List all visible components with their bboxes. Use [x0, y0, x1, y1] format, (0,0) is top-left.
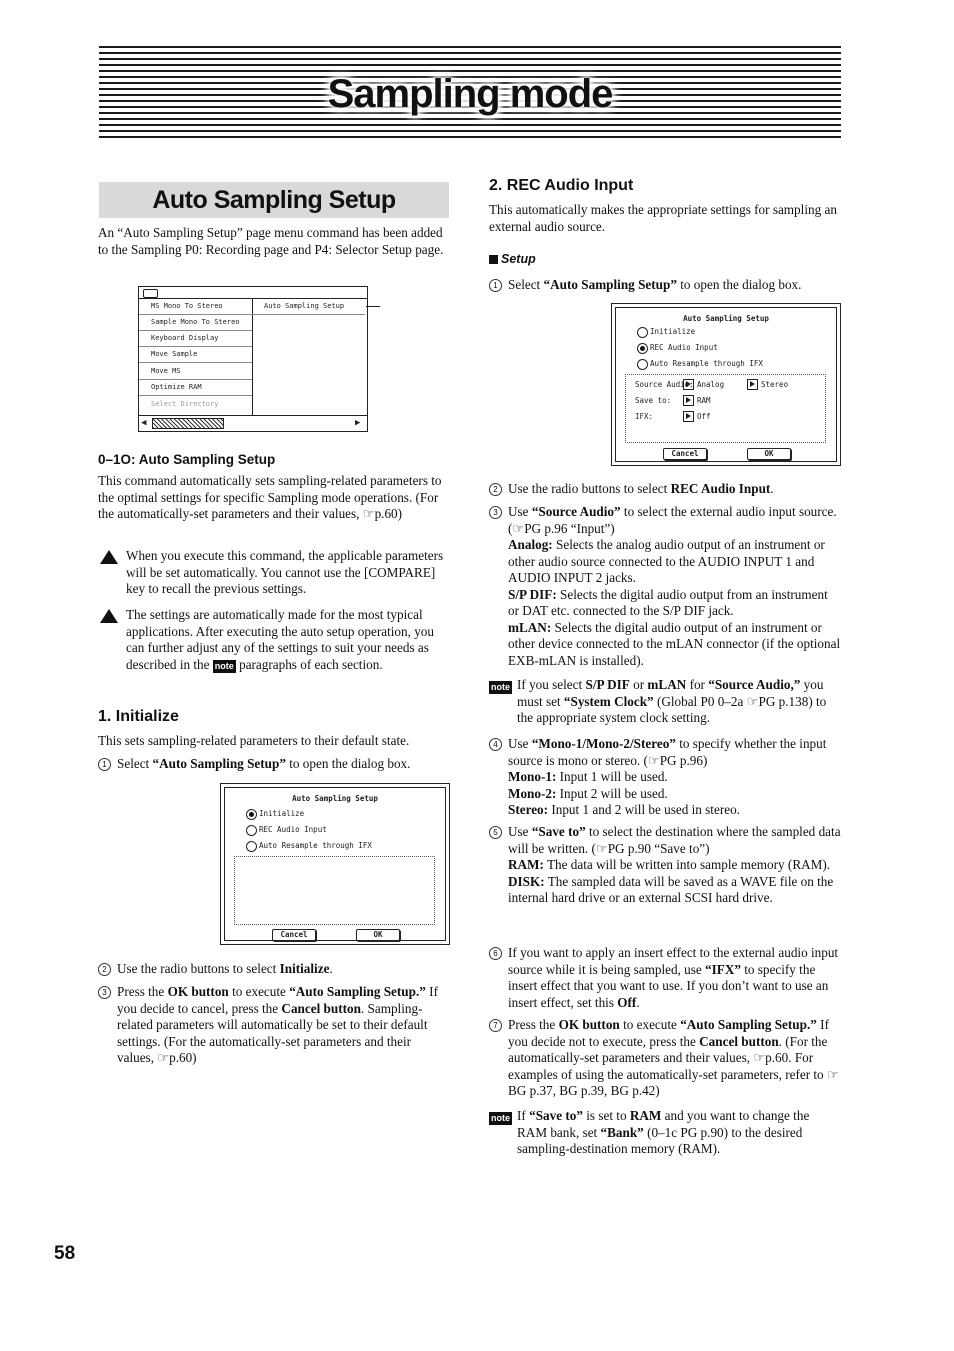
- right-step-5: 5 Use “Save to” to select the destination where the sampled data will be written. (☞PG p.90 “Save to”) RAM: The data will be written into sample memory (RAM). DISK: The sampled data will be saved as a WAVE file on the internal hard drive or an external SCSI hard drive.: [489, 824, 845, 907]
- menu-item-disabled: Select Directory: [151, 400, 219, 408]
- note-system-clock: note If you select S/P DIF or mLAN for “Source Audio,” you must set “System Clock” (Global P0 0–2a ☞PG p.138) to the appropriate system clock setting.: [491, 677, 827, 725]
- ok-button[interactable]: OK: [747, 448, 791, 460]
- ifx-value: Off: [697, 412, 711, 421]
- radio-rec-audio-input[interactable]: [637, 343, 648, 354]
- radio-label: Auto Resample through IFX: [650, 359, 763, 368]
- radio-label: REC Audio Input: [650, 343, 718, 352]
- step-2: 2 Use the radio buttons to select Initialize.: [98, 961, 450, 978]
- scrollbar[interactable]: [139, 415, 367, 431]
- warning-text-1: When you execute this command, the applicable parameters will be set automatically. You cannot use the [COMPARE] key to recall the previous settings.: [126, 548, 444, 596]
- initialize-heading: 1. Initialize: [98, 708, 179, 725]
- radio-label: REC Audio Input: [259, 825, 327, 834]
- ifx-label: IFX:: [635, 412, 654, 421]
- arrow-right-icon[interactable]: ▶: [355, 418, 361, 428]
- popup-arrow-icon[interactable]: [683, 411, 694, 422]
- radio-label: Initialize: [650, 327, 696, 336]
- folder-icon: [143, 289, 158, 298]
- warning-icon: [100, 550, 118, 564]
- arrow-left-icon[interactable]: ◀: [141, 418, 147, 428]
- menu-item[interactable]: Optimize RAM: [139, 380, 252, 396]
- radio-auto-resample[interactable]: [637, 359, 648, 370]
- setup-subheading: Setup: [489, 252, 536, 266]
- menu-item[interactable]: Keyboard Display: [139, 331, 252, 347]
- menu-item[interactable]: Move MS: [139, 364, 252, 380]
- step-3: 3 Press the OK button to execute “Auto Sampling Setup.” If you decide to cancel, press the Cancel button. Sampling-related parameters will automatically be set to their default settings. (For the automatically-set parameters and their values, ☞p.60): [98, 984, 450, 1067]
- mono-stereo-value: Stereo: [761, 380, 789, 389]
- right-step-3: 3 Use “Source Audio” to select the external audio input source. (☞PG p.96 “Input”) Analog: Selects the analog audio output of an instrument or other audio source connected to the AUDIO INPUT 1 and AUDIO INPUT 2 jacks. S/P DIF: Selects the digital audio output from an instrument or DAT etc. connected to the S/P DIF jack. mLAN: Selects the digital audio output of an instrument or other device connected to the mLAN connector (if the optional EXB-mLAN is installed).: [489, 504, 841, 669]
- step-1: 1 Select “Auto Sampling Setup” to open the dialog box.: [98, 756, 450, 773]
- source-audio-label: Source Audio:: [635, 380, 694, 389]
- page-number: 58: [54, 1243, 76, 1264]
- page-menu-screenshot: [138, 286, 368, 432]
- callout-line: [366, 306, 380, 307]
- warning-icon: [100, 609, 118, 623]
- right-step-7: 7 Press the OK button to execute “Auto Sampling Setup.” If you decide not to execute, press the Cancel button. (For the automatically-set parameters and their values, ☞p.60. For examples of using the automatically-set parameters, refer to ☞BG p.37, BG p.39, BG p.42): [489, 1017, 841, 1100]
- popup-arrow-icon[interactable]: [683, 395, 694, 406]
- rec-audio-heading: 2. REC Audio Input: [489, 177, 634, 194]
- warning-text-2: The settings are automatically made for the most typical applications. After executing the auto setup operation, you can further adjust any of the settings to suit your needs as described in the note paragraphs of each section.: [126, 607, 434, 672]
- command-text: This command automatically sets sampling-related parameters to the optimal settings for specific Sampling mode operations. (For the automatically-set parameters and their values, ☞p.60): [98, 473, 442, 521]
- radio-label: Initialize: [259, 809, 305, 818]
- section-title: Auto Sampling Setup: [152, 186, 396, 214]
- rec-audio-text: This automatically makes the appropriate settings for sampling an external audio source.: [489, 202, 837, 234]
- menu-item[interactable]: Move Sample: [139, 347, 252, 363]
- command-heading: 0–1O: Auto Sampling Setup: [98, 452, 276, 467]
- right-step-2: 2 Use the radio buttons to select REC Audio Input.: [489, 481, 841, 498]
- right-step-6: 6 If you want to apply an insert effect to the external audio input source while it is being sampled, use “IFX” to specify the insert effect that you want to use. If you don’t want to use an insert effect, set this Off.: [489, 945, 841, 1011]
- note-icon: note: [491, 682, 510, 692]
- dialog-title: Auto Sampling Setup: [292, 794, 378, 803]
- intro-text: An “Auto Sampling Setup” page menu command has been added to the Sampling P0: Recording page and P4: Selector Setup page.: [98, 225, 444, 257]
- params-frame: [234, 856, 435, 925]
- menu-item-auto-sampling-setup[interactable]: Auto Sampling Setup: [252, 299, 365, 315]
- dialog-screenshot-initialize: [220, 783, 450, 945]
- square-bullet-icon: [489, 255, 498, 264]
- radio-initialize[interactable]: [637, 327, 648, 338]
- popup-arrow-icon[interactable]: [683, 379, 694, 390]
- save-to-label: Save to:: [635, 396, 672, 405]
- right-step-1: 1 Select “Auto Sampling Setup” to open the dialog box.: [489, 277, 841, 294]
- dialog-title: Auto Sampling Setup: [683, 314, 769, 323]
- menu-item[interactable]: MS Mono To Stereo: [139, 299, 252, 315]
- radio-auto-resample[interactable]: [246, 841, 257, 852]
- save-to-value: RAM: [697, 396, 711, 405]
- popup-arrow-icon[interactable]: [747, 379, 758, 390]
- radio-initialize[interactable]: [246, 809, 257, 820]
- menu-item[interactable]: Sample Mono To Stereo: [139, 315, 252, 331]
- scroll-thumb[interactable]: [152, 418, 224, 429]
- radio-label: Auto Resample through IFX: [259, 841, 372, 850]
- right-step-4: 4 Use “Mono-1/Mono-2/Stereo” to specify whether the input source is mono or stereo. (☞PG p.96) Mono-1: Input 1 will be used. Mono-2: Input 2 will be used. Stereo: Input 1 and 2 will be used in stereo.: [489, 736, 841, 819]
- cancel-button[interactable]: Cancel: [663, 448, 707, 460]
- radio-rec-audio-input[interactable]: [246, 825, 257, 836]
- note-icon: note: [491, 1113, 510, 1123]
- note-bank: note If “Save to” is set to RAM and you want to change the RAM bank, set “Bank” (0–1c PG p.90) to the desired sampling-destination memory (RAM).: [491, 1108, 810, 1156]
- page-title: Sampling mode: [327, 72, 613, 116]
- note-icon: note: [214, 660, 234, 671]
- cancel-button[interactable]: Cancel: [272, 929, 316, 941]
- dialog-screenshot-rec-audio: [611, 303, 841, 466]
- initialize-text: This sets sampling-related parameters to their default state.: [98, 733, 410, 748]
- source-audio-value: Analog: [697, 380, 725, 389]
- section-banner: [99, 182, 449, 218]
- ok-button[interactable]: OK: [356, 929, 400, 941]
